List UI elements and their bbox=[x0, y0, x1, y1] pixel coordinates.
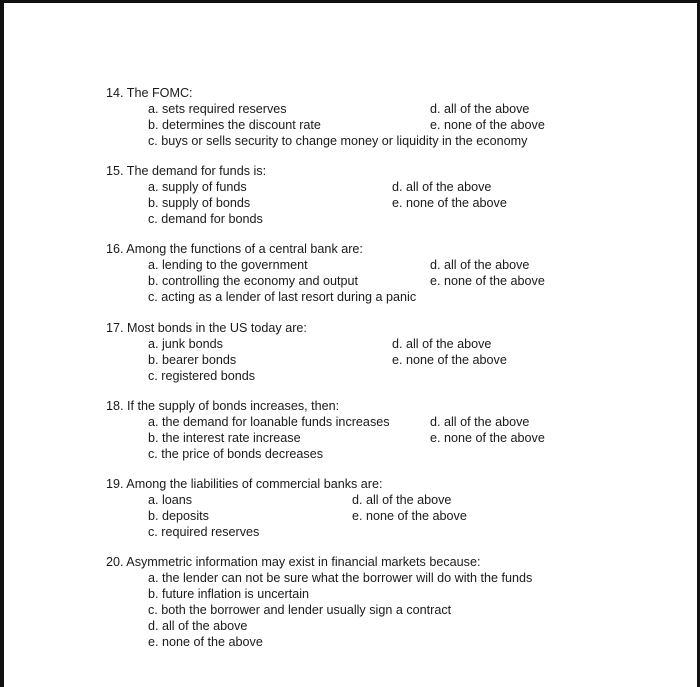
option-d[interactable]: d. all of the above bbox=[430, 258, 530, 272]
question-stem: 15. The demand for funds is: bbox=[106, 164, 267, 178]
option-c[interactable]: c. required reserves bbox=[148, 525, 260, 539]
option-c[interactable]: c. registered bonds bbox=[148, 369, 256, 383]
option-e[interactable]: e. none of the above bbox=[392, 353, 507, 367]
option-a[interactable]: a. lending to the government bbox=[148, 258, 308, 272]
option-e[interactable]: e. none of the above bbox=[430, 431, 545, 445]
option-c[interactable]: c. demand for bonds bbox=[148, 212, 263, 226]
question-stem: 14. The FOMC: bbox=[106, 86, 193, 100]
option-c[interactable]: c. buys or sells security to change money or liquidity in the economy bbox=[148, 134, 528, 148]
option-b[interactable]: b. future inflation is uncertain bbox=[148, 587, 310, 601]
option-a[interactable]: a. sets required reserves bbox=[148, 102, 287, 116]
option-a[interactable]: a. loans bbox=[148, 493, 193, 507]
question-stem: 19. Among the liabilities of commercial banks are: bbox=[106, 477, 383, 491]
option-b[interactable]: b. bearer bonds bbox=[148, 353, 237, 367]
left-border bbox=[0, 0, 4, 687]
option-d[interactable]: d. all of the above bbox=[392, 180, 492, 194]
option-a[interactable]: a. junk bonds bbox=[148, 337, 223, 351]
question-stem: 17. Most bonds in the US today are: bbox=[106, 321, 307, 335]
option-e[interactable]: e. none of the above bbox=[352, 509, 467, 523]
option-b[interactable]: b. deposits bbox=[148, 509, 209, 523]
option-e[interactable]: e. none of the above bbox=[148, 635, 263, 649]
option-d[interactable]: d. all of the above bbox=[430, 415, 530, 429]
question-stem: 16. Among the functions of a central bank are: bbox=[106, 242, 363, 256]
option-c[interactable]: c. both the borrower and lender usually sign a contract bbox=[148, 603, 452, 617]
option-a[interactable]: a. supply of funds bbox=[148, 180, 247, 194]
question-stem: 18. If the supply of bonds increases, then: bbox=[106, 399, 340, 413]
top-border bbox=[0, 0, 700, 3]
option-a[interactable]: a. the demand for loanable funds increases bbox=[148, 415, 390, 429]
option-b[interactable]: b. controlling the economy and output bbox=[148, 274, 359, 288]
option-b[interactable]: b. the interest rate increase bbox=[148, 431, 301, 445]
option-d[interactable]: d. all of the above bbox=[148, 619, 248, 633]
option-d[interactable]: d. all of the above bbox=[430, 102, 530, 116]
option-e[interactable]: e. none of the above bbox=[430, 274, 545, 288]
option-c[interactable]: c. the price of bonds decreases bbox=[148, 447, 324, 461]
option-b[interactable]: b. determines the discount rate bbox=[148, 118, 321, 132]
option-e[interactable]: e. none of the above bbox=[392, 196, 507, 210]
question-stem: 20. Asymmetric information may exist in financial markets because: bbox=[106, 555, 481, 569]
option-e[interactable]: e. none of the above bbox=[430, 118, 545, 132]
option-c[interactable]: c. acting as a lender of last resort during a panic bbox=[148, 290, 417, 304]
option-d[interactable]: d. all of the above bbox=[352, 493, 452, 507]
option-a[interactable]: a. the lender can not be sure what the borrower will do with the funds bbox=[148, 571, 533, 585]
option-d[interactable]: d. all of the above bbox=[392, 337, 492, 351]
option-b[interactable]: b. supply of bonds bbox=[148, 196, 251, 210]
